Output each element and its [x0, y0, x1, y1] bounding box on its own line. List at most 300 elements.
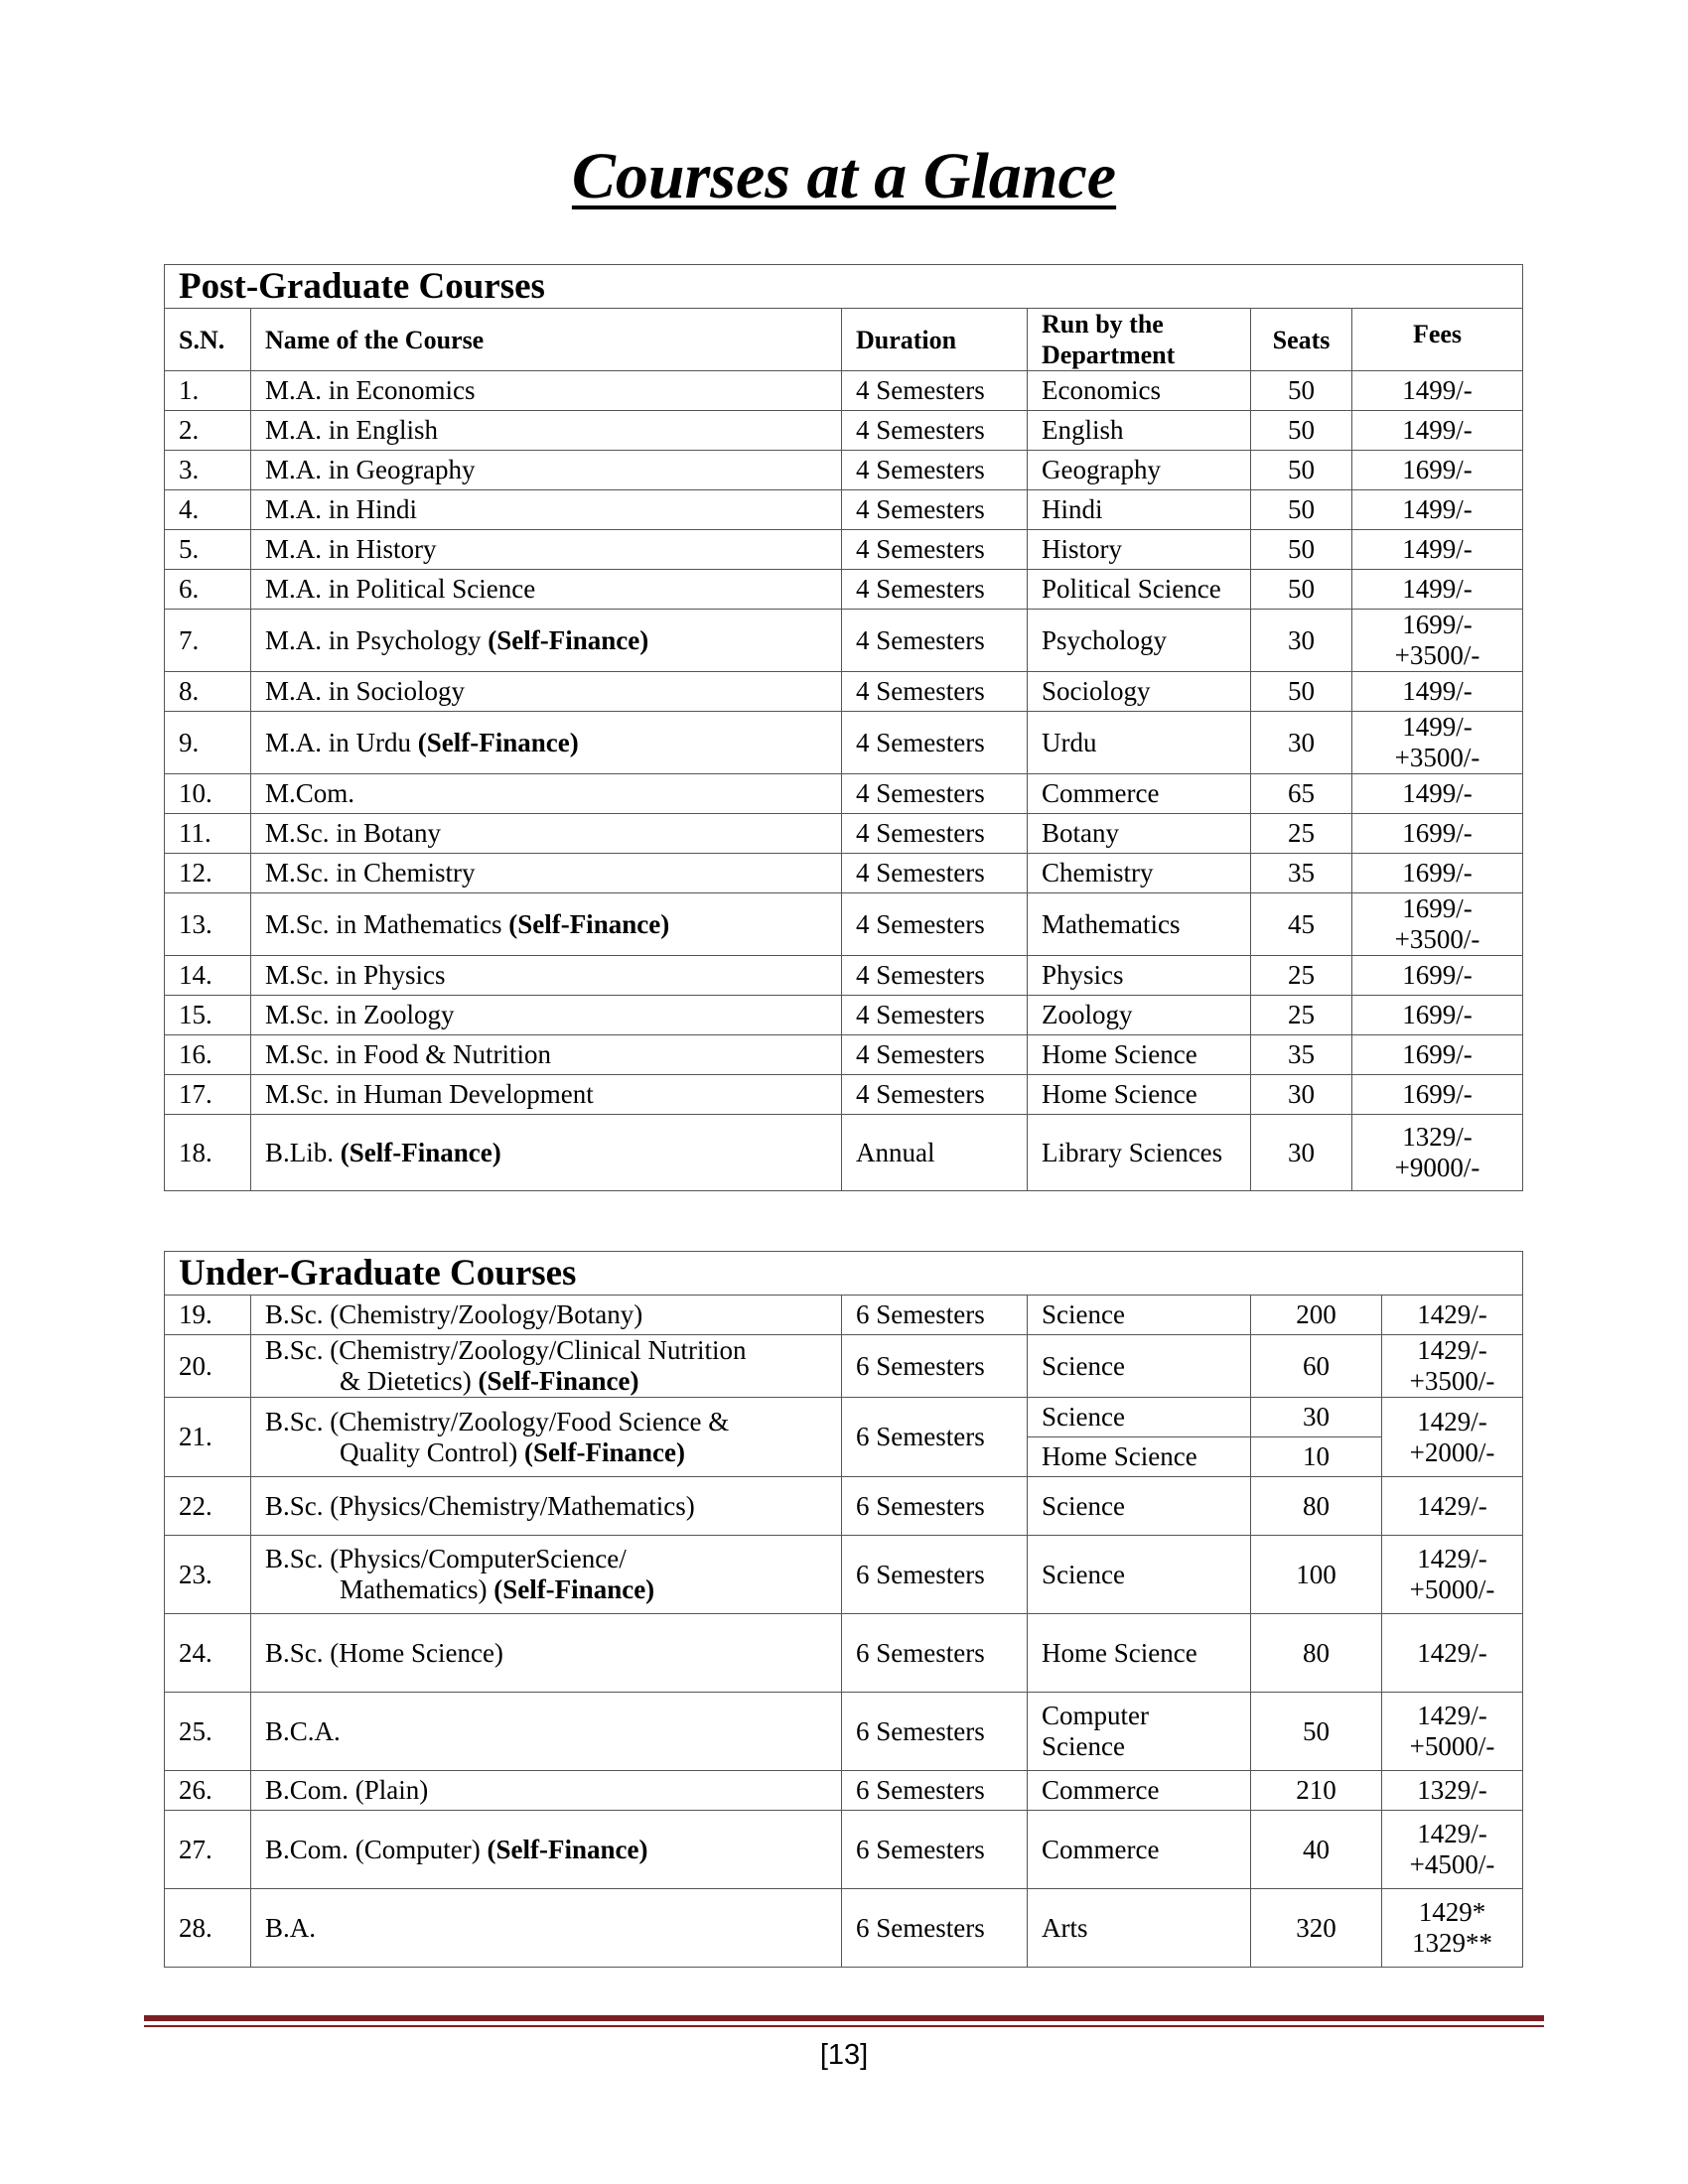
course-department: History [1028, 530, 1251, 570]
table-row [165, 1693, 1523, 1771]
course-duration: 4 Semesters [842, 1075, 1028, 1115]
course-department: Home Science [1028, 1437, 1251, 1477]
course-name-text: M.A. in Urdu [265, 727, 418, 757]
course-sn: 28. [165, 1889, 251, 1968]
course-fees [1382, 1296, 1523, 1335]
course-fees [1382, 1771, 1523, 1811]
course-duration: 4 Semesters [842, 411, 1028, 451]
course-fees [1352, 672, 1523, 712]
table-row [165, 1075, 1523, 1115]
course-seats: 25 [1251, 996, 1352, 1035]
fees-base: 1499/- [1402, 534, 1473, 564]
course-fees [1382, 1811, 1523, 1889]
course-duration: Annual [842, 1115, 1028, 1191]
course-seats: 30 [1251, 1398, 1382, 1437]
course-sn: 6. [165, 570, 251, 610]
course-seats: 30 [1251, 610, 1352, 672]
course-fees [1352, 371, 1523, 411]
course-department: Psychology [1028, 610, 1251, 672]
course-seats: 50 [1251, 530, 1352, 570]
course-duration: 6 Semesters [842, 1477, 1028, 1536]
course-fees [1352, 814, 1523, 854]
course-department: Chemistry [1028, 854, 1251, 893]
course-seats: 30 [1251, 1115, 1352, 1191]
course-name-text: M.Sc. in Food & Nutrition [265, 1039, 552, 1069]
course-sn: 1. [165, 371, 251, 411]
course-seats: 40 [1251, 1811, 1382, 1889]
fees-base: 1429/- [1417, 1544, 1487, 1573]
course-seats: 25 [1251, 956, 1352, 996]
course-fees [1382, 1398, 1523, 1477]
course-fees [1352, 610, 1523, 672]
fees-base: 1499/- [1402, 494, 1473, 524]
course-duration: 4 Semesters [842, 490, 1028, 530]
course-department: Home Science [1028, 1075, 1251, 1115]
fees-base: 1699/- [1402, 893, 1473, 923]
course-name [251, 893, 842, 956]
course-sn: 24. [165, 1614, 251, 1693]
course-sn: 12. [165, 854, 251, 893]
fees-base: 1499/- [1402, 676, 1473, 706]
course-seats: 35 [1251, 854, 1352, 893]
table-row [165, 570, 1523, 610]
dept-line1: Commerce [1042, 1775, 1160, 1805]
table-row [165, 411, 1523, 451]
fees-base: 1429/- [1417, 1637, 1487, 1668]
fees-base: 1699/- [1402, 455, 1473, 484]
table-row [165, 371, 1523, 411]
course-fees [1352, 854, 1523, 893]
course-name-line2 [265, 1366, 841, 1397]
fees-base: 1429/- [1417, 1819, 1487, 1848]
table-row [165, 712, 1523, 774]
course-name [251, 1536, 842, 1614]
table-row [165, 1614, 1523, 1693]
course-name [251, 1614, 842, 1693]
dept-line1: Science [1042, 1299, 1125, 1329]
fees-base: 1699/- [1402, 610, 1473, 639]
table-header-row [165, 309, 1523, 371]
header-dept: Run by the Department [1028, 309, 1251, 371]
course-name-text: M.A. in History [265, 534, 437, 564]
course-department: Sociology [1028, 672, 1251, 712]
course-name [251, 956, 842, 996]
ug-section-title: Under-Graduate Courses [165, 1252, 1523, 1296]
dept-line1: Computer [1042, 1701, 1149, 1730]
course-sn: 13. [165, 893, 251, 956]
course-fees [1352, 570, 1523, 610]
course-name [251, 1115, 842, 1191]
course-department: Urdu [1028, 712, 1251, 774]
course-name-line1: B.Sc. (Physics/ComputerScience/ [265, 1544, 627, 1573]
fees-base: 1329/- [1417, 1775, 1487, 1805]
course-fees [1382, 1614, 1523, 1693]
course-seats: 45 [1251, 893, 1352, 956]
course-duration: 4 Semesters [842, 610, 1028, 672]
course-sn: 10. [165, 774, 251, 814]
fees-extra: +3500/- [1394, 743, 1480, 772]
course-name [251, 996, 842, 1035]
course-sn: 27. [165, 1811, 251, 1889]
course-duration: 4 Semesters [842, 814, 1028, 854]
course-duration: 6 Semesters [842, 1335, 1028, 1398]
table-row [165, 1536, 1523, 1614]
course-fees [1352, 996, 1523, 1035]
fees-base: 1499/- [1402, 712, 1473, 742]
course-sn: 25. [165, 1693, 251, 1771]
course-name [251, 610, 842, 672]
course-duration: 6 Semesters [842, 1811, 1028, 1889]
course-name-text: M.Sc. in Physics [265, 960, 446, 990]
header-duration: Duration [842, 309, 1028, 371]
dept-line1: Home Science [1042, 1637, 1197, 1668]
course-name [251, 530, 842, 570]
course-name [251, 854, 842, 893]
course-seats: 210 [1251, 1771, 1382, 1811]
fees-base: 1429/- [1417, 1406, 1487, 1436]
course-department [1028, 1296, 1251, 1335]
course-name [251, 411, 842, 451]
course-seats: 60 [1251, 1335, 1382, 1398]
fees-base: 1699/- [1402, 1079, 1473, 1109]
course-sn: 2. [165, 411, 251, 451]
header-seats: Seats [1251, 309, 1352, 371]
course-name-text: M.Sc. in Zoology [265, 1000, 455, 1029]
fees-base: 1499/- [1402, 778, 1473, 808]
course-name [251, 1771, 842, 1811]
course-name [251, 814, 842, 854]
course-duration: 4 Semesters [842, 996, 1028, 1035]
course-department [1028, 1398, 1251, 1437]
course-duration: 4 Semesters [842, 893, 1028, 956]
course-department: Botany [1028, 814, 1251, 854]
table-row [165, 893, 1523, 956]
page-title: Courses at a Glance [571, 140, 1117, 212]
course-department [1028, 1771, 1251, 1811]
footer-rule-thin [144, 2025, 1544, 2027]
course-fees [1352, 712, 1523, 774]
course-seats: 80 [1251, 1477, 1382, 1536]
course-seats: 50 [1251, 490, 1352, 530]
course-seats: 50 [1251, 570, 1352, 610]
course-duration: 4 Semesters [842, 1035, 1028, 1075]
fees-base: 1499/- [1402, 375, 1473, 405]
table-row [165, 1889, 1523, 1968]
course-sn: 18. [165, 1115, 251, 1191]
course-sn: 5. [165, 530, 251, 570]
course-department: Hindi [1028, 490, 1251, 530]
table-row [165, 1035, 1523, 1075]
course-seats: 50 [1251, 451, 1352, 490]
course-department: English [1028, 411, 1251, 451]
course-duration: 4 Semesters [842, 371, 1028, 411]
course-seats: 320 [1251, 1889, 1382, 1968]
fees-base: 1429* [1418, 1897, 1486, 1927]
footer-rule [144, 2015, 1544, 2021]
course-name-text: M.Sc. in Botany [265, 818, 442, 848]
course-name-line1: B.Com. (Computer) [265, 1834, 488, 1864]
course-name [251, 1035, 842, 1075]
page-number: [13] [819, 2039, 869, 2071]
course-duration: 4 Semesters [842, 570, 1028, 610]
course-fees [1382, 1693, 1523, 1771]
course-name [251, 1075, 842, 1115]
course-duration: 4 Semesters [842, 774, 1028, 814]
course-name-line1: B.A. [265, 1912, 317, 1943]
header-fees: Fees [1352, 309, 1523, 371]
course-name-text: M.Com. [265, 778, 355, 808]
header-sn: S.N. [165, 309, 251, 371]
table-row [165, 956, 1523, 996]
fees-base: 1699/- [1402, 1039, 1473, 1069]
course-department: Commerce [1028, 774, 1251, 814]
course-name-text: B.Lib. [265, 1137, 341, 1167]
table-row [165, 672, 1523, 712]
course-name [251, 672, 842, 712]
pg-section-title: Post-Graduate Courses [165, 265, 1523, 309]
fees-base: 1699/- [1402, 818, 1473, 848]
course-seats: 200 [1251, 1296, 1382, 1335]
dept-line2: Science [1042, 1731, 1125, 1761]
course-fees [1352, 1035, 1523, 1075]
course-name-line2-text: & Dietetics) [340, 1366, 479, 1396]
course-duration: 6 Semesters [842, 1398, 1028, 1477]
self-finance-note: (Self-Finance) [508, 908, 670, 939]
course-name [251, 1398, 842, 1477]
course-sn: 14. [165, 956, 251, 996]
course-sn: 21. [165, 1398, 251, 1477]
course-duration: 4 Semesters [842, 672, 1028, 712]
course-name-line1: B.Sc. (Physics/Chemistry/Mathematics) [265, 1490, 695, 1521]
course-duration: 6 Semesters [842, 1614, 1028, 1693]
course-name-text: M.A. in Geography [265, 455, 476, 484]
course-seats: 65 [1251, 774, 1352, 814]
fees-extra: +4500/- [1409, 1849, 1495, 1879]
course-name-line1: B.Sc. (Chemistry/Zoology/Food Science & [265, 1406, 730, 1436]
table-row [165, 1335, 1523, 1398]
course-fees [1352, 1115, 1523, 1191]
course-sn: 16. [165, 1035, 251, 1075]
course-name [251, 451, 842, 490]
course-name [251, 1693, 842, 1771]
table-row [165, 1115, 1523, 1191]
table-row [165, 490, 1523, 530]
course-seats: 50 [1251, 672, 1352, 712]
course-name-line2 [265, 1574, 841, 1605]
course-name-text: M.Sc. in Chemistry [265, 858, 476, 887]
pg-courses-table [164, 264, 1523, 1191]
course-sn: 19. [165, 1296, 251, 1335]
course-duration: 6 Semesters [842, 1693, 1028, 1771]
fees-extra: 1329** [1412, 1928, 1493, 1958]
table-row [165, 996, 1523, 1035]
course-name-line1: B.Sc. (Chemistry/Zoology/Botany) [265, 1299, 643, 1329]
course-sn: 23. [165, 1536, 251, 1614]
dept-line1: Arts [1042, 1912, 1088, 1943]
course-duration: 4 Semesters [842, 854, 1028, 893]
course-name-line2-text: Mathematics) [340, 1574, 494, 1604]
course-seats: 50 [1251, 371, 1352, 411]
course-seats: 80 [1251, 1614, 1382, 1693]
header-name: Name of the Course [251, 309, 842, 371]
course-name-text: M.A. in Psychology [265, 624, 489, 655]
course-fees [1382, 1477, 1523, 1536]
course-name-line1: B.Sc. (Chemistry/Zoology/Clinical Nutrition [265, 1335, 747, 1365]
course-duration: 4 Semesters [842, 712, 1028, 774]
table-row [165, 1296, 1523, 1335]
course-seats: 30 [1251, 712, 1352, 774]
course-fees [1352, 411, 1523, 451]
course-fees [1382, 1889, 1523, 1968]
course-name-text: M.A. in Economics [265, 375, 476, 405]
fees-extra: +9000/- [1394, 1153, 1480, 1182]
course-duration: 6 Semesters [842, 1771, 1028, 1811]
table-row [165, 1771, 1523, 1811]
course-department [1028, 1811, 1251, 1889]
course-name-text: M.A. in Sociology [265, 676, 466, 706]
course-name [251, 1889, 842, 1968]
table-row [165, 451, 1523, 490]
self-finance-note: (Self-Finance) [488, 624, 649, 655]
course-department: Mathematics [1028, 893, 1251, 956]
course-fees [1352, 956, 1523, 996]
fees-base: 1429/- [1417, 1335, 1487, 1365]
course-name-text: M.Sc. in Mathematics [265, 908, 509, 939]
course-sn: 9. [165, 712, 251, 774]
course-sn: 22. [165, 1477, 251, 1536]
course-name [251, 371, 842, 411]
course-name [251, 774, 842, 814]
dept-line1: Science [1042, 1350, 1125, 1381]
course-name-line2-text: Quality Control) [340, 1436, 524, 1467]
course-name-text: M.Sc. in Human Development [265, 1079, 594, 1109]
course-department [1028, 1693, 1251, 1771]
self-finance-note: (Self-Finance) [523, 1436, 685, 1467]
course-sn: 8. [165, 672, 251, 712]
course-sn: 17. [165, 1075, 251, 1115]
course-department [1028, 1889, 1251, 1968]
self-finance-note: (Self-Finance) [340, 1137, 501, 1167]
fees-base: 1429/- [1417, 1701, 1487, 1730]
course-department: Political Science [1028, 570, 1251, 610]
course-name-line2 [265, 1437, 841, 1468]
course-department: Home Science [1028, 1035, 1251, 1075]
course-department: Library Sciences [1028, 1115, 1251, 1191]
course-department [1028, 1614, 1251, 1693]
course-fees [1352, 490, 1523, 530]
self-finance-note: (Self-Finance) [493, 1574, 655, 1604]
course-department: Physics [1028, 956, 1251, 996]
course-sn: 20. [165, 1335, 251, 1398]
course-duration: 4 Semesters [842, 956, 1028, 996]
course-fees [1352, 893, 1523, 956]
ug-courses-table [164, 1251, 1523, 1968]
course-department: Economics [1028, 371, 1251, 411]
course-seats: 25 [1251, 814, 1352, 854]
course-fees [1352, 1075, 1523, 1115]
self-finance-note: (Self-Finance) [417, 727, 579, 757]
fees-extra: +3500/- [1394, 640, 1480, 670]
table-row [165, 814, 1523, 854]
table-row [165, 530, 1523, 570]
dept-line1: Commerce [1042, 1834, 1160, 1864]
fees-extra: +3500/- [1409, 1366, 1495, 1396]
table-row [165, 854, 1523, 893]
course-fees [1382, 1335, 1523, 1398]
dept-line1: Science [1042, 1490, 1125, 1521]
course-sn: 7. [165, 610, 251, 672]
fees-base: 1699/- [1402, 858, 1473, 887]
course-seats: 50 [1251, 1693, 1382, 1771]
dept-line1: Science [1042, 1402, 1125, 1432]
course-sn: 11. [165, 814, 251, 854]
course-department [1028, 1477, 1251, 1536]
self-finance-note: (Self-Finance) [478, 1366, 639, 1396]
fees-base: 1429/- [1417, 1490, 1487, 1521]
course-name [251, 1335, 842, 1398]
fees-base: 1429/- [1417, 1299, 1487, 1329]
course-department [1028, 1536, 1251, 1614]
course-name-line1: B.Sc. (Home Science) [265, 1637, 503, 1668]
course-fees [1352, 530, 1523, 570]
course-fees [1352, 451, 1523, 490]
course-duration: 4 Semesters [842, 530, 1028, 570]
course-name-text: M.A. in Hindi [265, 494, 418, 524]
fees-base: 1499/- [1402, 574, 1473, 604]
fees-extra: +5000/- [1409, 1574, 1495, 1604]
table-row [165, 1811, 1523, 1889]
course-seats: 100 [1251, 1536, 1382, 1614]
fees-base: 1699/- [1402, 1000, 1473, 1029]
course-sn: 15. [165, 996, 251, 1035]
fees-extra: +3500/- [1394, 924, 1480, 954]
course-name-line1: B.C.A. [265, 1715, 341, 1746]
course-name [251, 712, 842, 774]
course-department: Zoology [1028, 996, 1251, 1035]
course-seats: 10 [1251, 1437, 1382, 1477]
fees-base: 1499/- [1402, 415, 1473, 445]
course-department [1028, 1335, 1251, 1398]
course-name [251, 1296, 842, 1335]
course-name [251, 1477, 842, 1536]
course-seats: 50 [1251, 411, 1352, 451]
course-name [251, 1811, 842, 1889]
course-sn: 26. [165, 1771, 251, 1811]
course-name-line1: B.Com. (Plain) [265, 1775, 429, 1805]
course-duration: 4 Semesters [842, 451, 1028, 490]
course-seats: 30 [1251, 1075, 1352, 1115]
table-row [165, 1398, 1523, 1437]
self-finance-note: (Self-Finance) [487, 1834, 648, 1864]
course-name [251, 490, 842, 530]
course-seats: 35 [1251, 1035, 1352, 1075]
table-row [165, 1477, 1523, 1536]
course-name [251, 570, 842, 610]
fees-base: 1699/- [1402, 960, 1473, 990]
course-duration: 6 Semesters [842, 1296, 1028, 1335]
course-name-text: M.A. in English [265, 415, 439, 445]
course-department: Geography [1028, 451, 1251, 490]
course-fees [1352, 774, 1523, 814]
course-sn: 4. [165, 490, 251, 530]
fees-base: 1329/- [1402, 1122, 1473, 1152]
fees-extra: +5000/- [1409, 1731, 1495, 1761]
table-row [165, 610, 1523, 672]
course-sn: 3. [165, 451, 251, 490]
course-fees [1382, 1536, 1523, 1614]
fees-extra: +2000/- [1409, 1436, 1495, 1467]
course-duration: 6 Semesters [842, 1536, 1028, 1614]
